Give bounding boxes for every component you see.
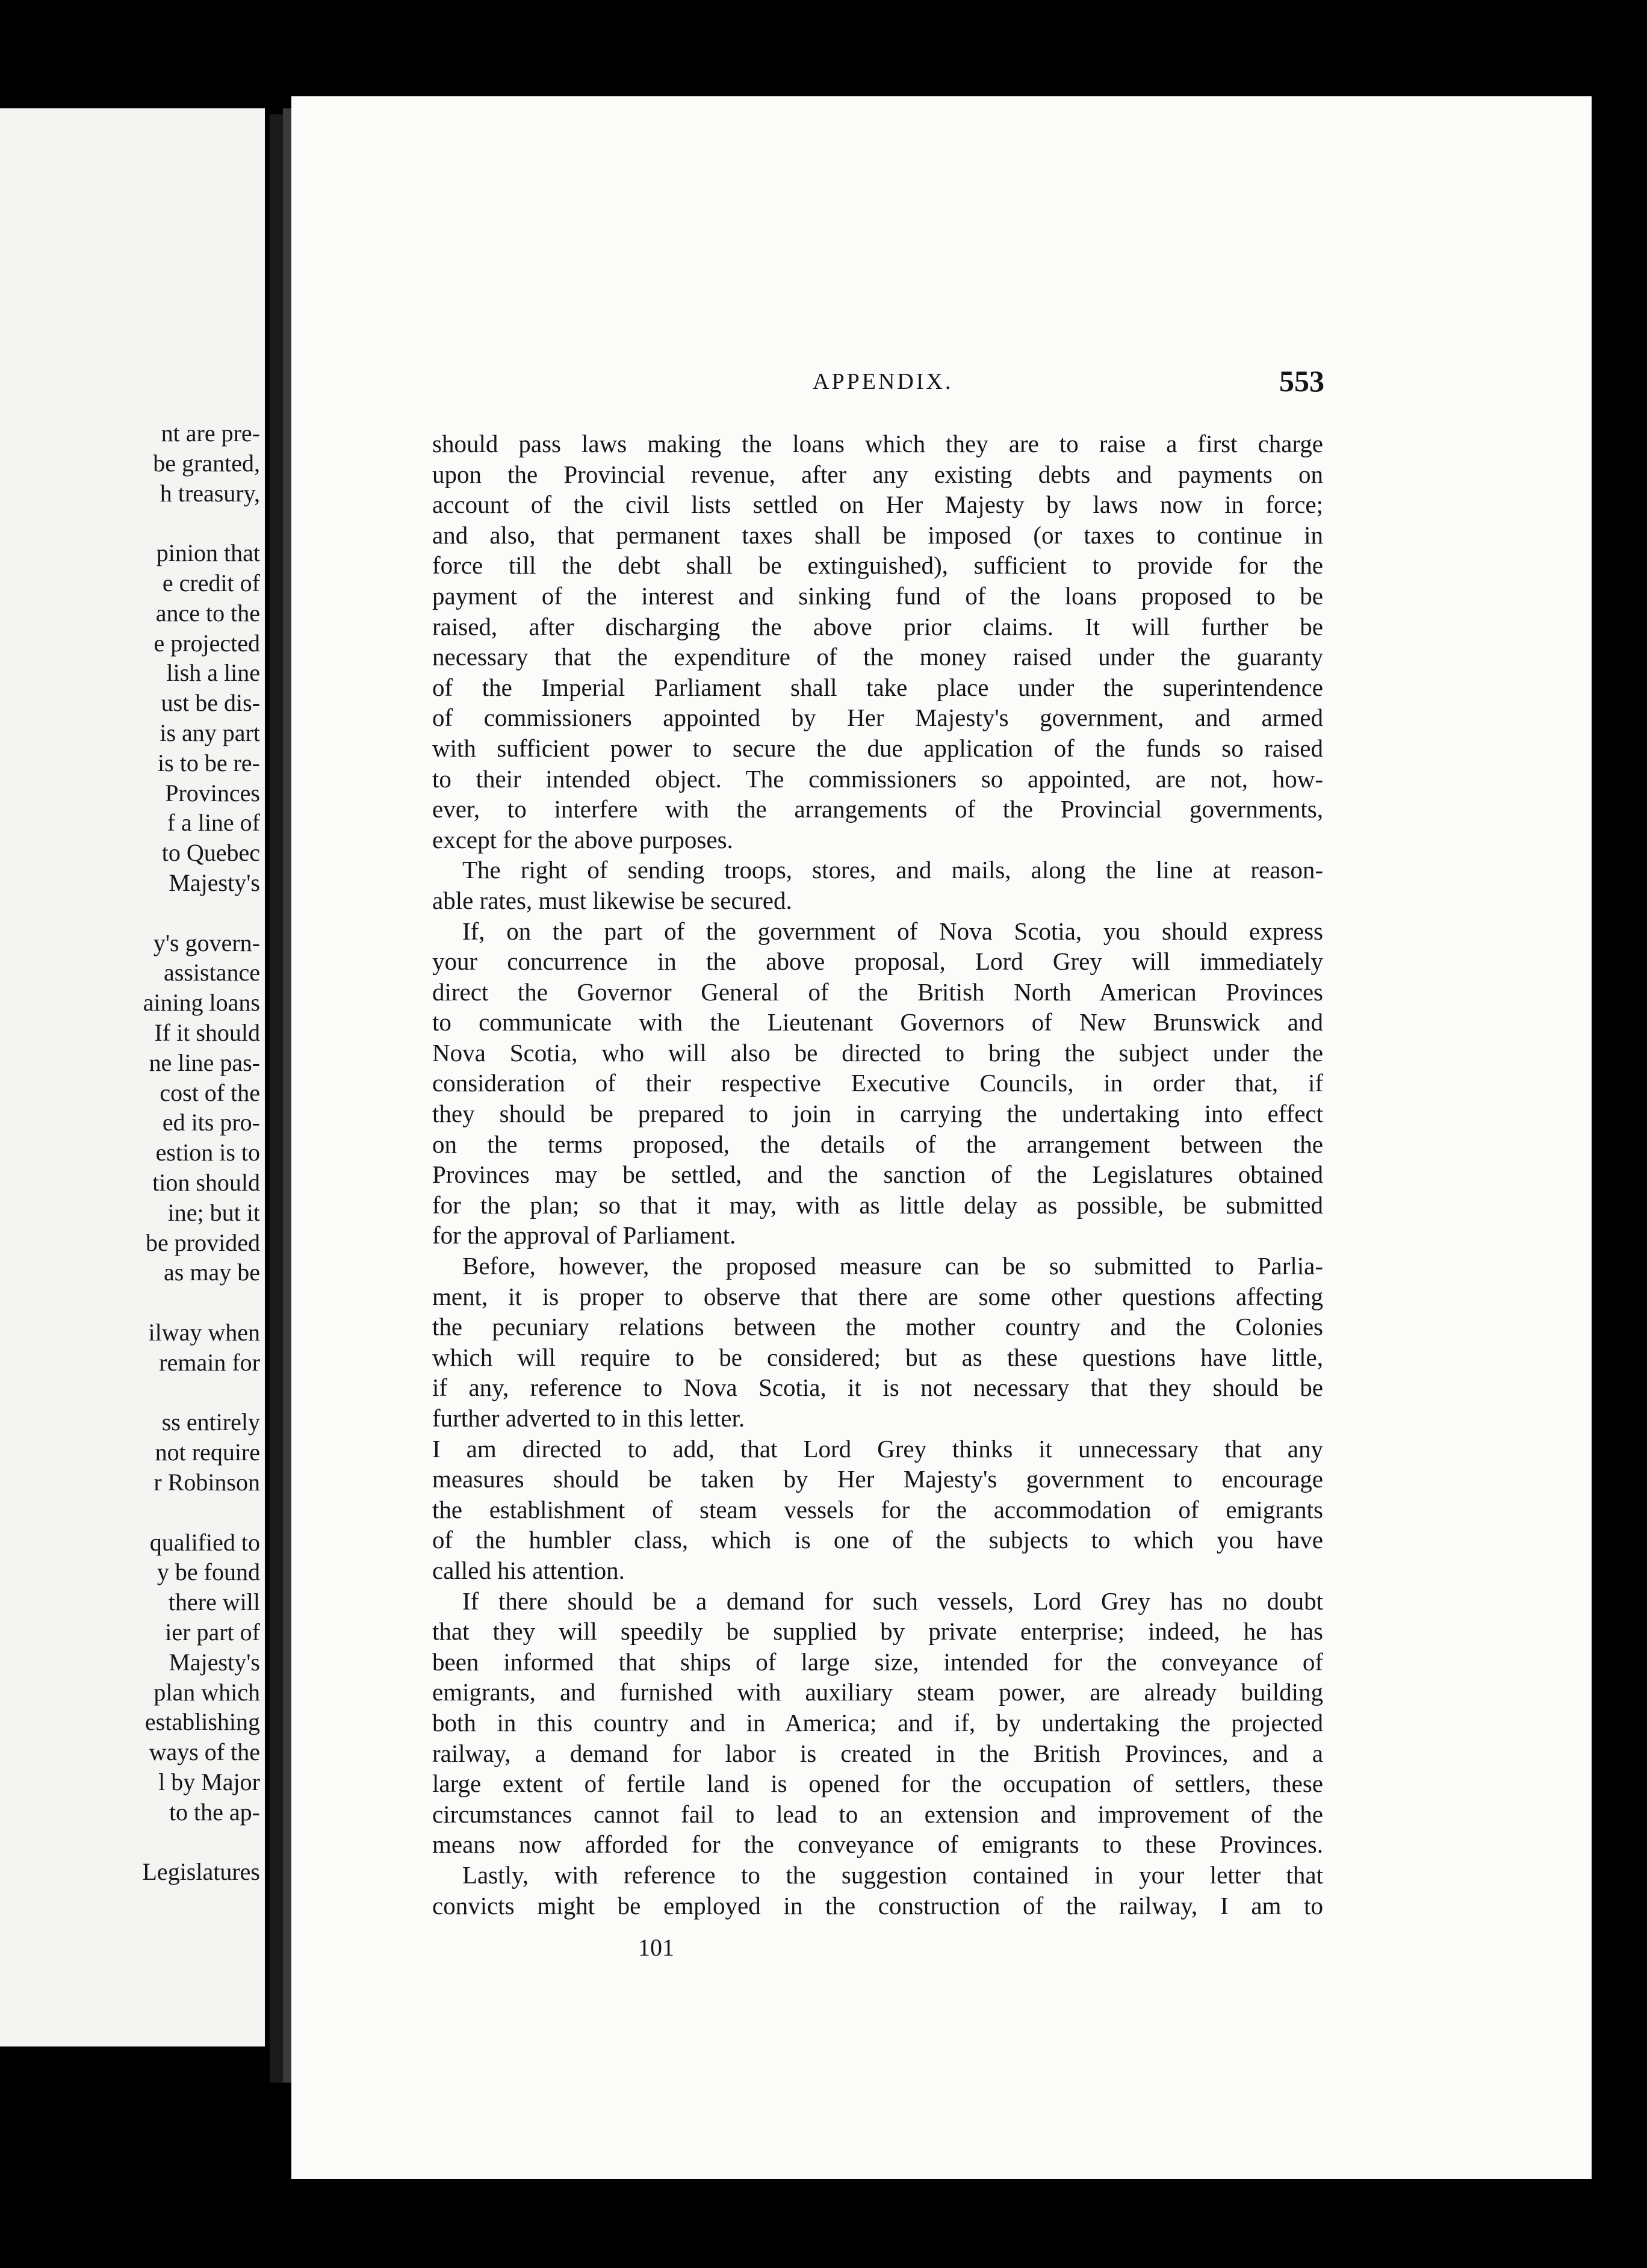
facing-page-line: If it should — [154, 1019, 260, 1046]
facing-page-line: ways of the — [149, 1738, 260, 1766]
facing-page-line: tion should — [152, 1169, 260, 1196]
text-line: ment, it is proper to observe that there are some other questions affecting — [432, 1282, 1323, 1310]
text-line: for the plan; so that it may, with as little delay as possible, be submitted — [432, 1191, 1323, 1219]
facing-page-line: y be found — [157, 1558, 260, 1586]
facing-page-line: there will — [168, 1588, 260, 1616]
gutter-edge — [283, 108, 291, 2083]
text-line: further adverted to in this letter. — [432, 1404, 745, 1432]
page-header — [813, 364, 1324, 404]
facing-page-line: ne line pas- — [149, 1049, 260, 1076]
text-line: if any, reference to Nova Scotia, it is not necessary that they should be — [432, 1374, 1323, 1402]
text-line: I am directed to add, that Lord Grey thinks it unnecessary that any — [432, 1434, 1323, 1463]
text-line: to communicate with the Lieutenant Governors of New Brunswick and — [432, 1008, 1323, 1036]
text-line: direct the Governor General of the British North American Provinces — [432, 978, 1323, 1006]
text-line: the pecuniary relations between the mother country and the Colonies — [432, 1313, 1323, 1341]
text-line: they should be prepared to join in carrying the undertaking into effect — [432, 1100, 1323, 1128]
text-line: both in this country and in America; and if, by undertaking the projected — [432, 1708, 1323, 1737]
facing-page-line: ilway when — [148, 1319, 260, 1346]
facing-page-line: y's govern- — [153, 929, 260, 956]
text-line: for the approval of Parliament. — [432, 1221, 736, 1250]
text-line: been informed that ships of large size, intended for the conveyance of — [432, 1647, 1323, 1676]
text-line: except for the above purposes. — [432, 825, 733, 854]
facing-page-line: to Quebec — [161, 839, 260, 867]
facing-page-line: Majesty's — [169, 869, 260, 896]
text-line: which will require to be considered; but as these questions have little, — [432, 1343, 1323, 1371]
facing-page-line: h treasury, — [160, 479, 260, 507]
text-line: raised, after discharging the above prior claims. It will further be — [432, 612, 1323, 640]
text-line: necessary that the expenditure of the money raised under the guaranty — [432, 643, 1323, 671]
facing-page-line: establishing — [144, 1708, 260, 1736]
text-line: that they will speedily be supplied by private enterprise; indeed, he has — [432, 1617, 1323, 1646]
facing-page-line: Legislatures — [142, 1858, 260, 1886]
facing-page-line: ss entirely — [161, 1408, 260, 1436]
text-line: convicts might be employed in the construction of the railway, I am to — [432, 1891, 1323, 1919]
facing-page-line: plan which — [154, 1678, 260, 1706]
text-line: emigrants, and furnished with auxiliary steam power, are already building — [432, 1678, 1323, 1706]
facing-page-line: is to be re- — [158, 749, 260, 776]
text-line: should pass laws making the loans which they are to raise a first charge — [432, 430, 1323, 457]
text-line: to their intended object. The commissioners so appointed, are not, how- — [432, 764, 1323, 793]
text-line: Nova Scotia, who will also be directed to bring the subject under the — [432, 1038, 1323, 1067]
text-line: If, on the part of the government of Nova Scotia, you should express — [462, 917, 1323, 945]
book-gutter — [270, 114, 283, 2083]
text-line: the establishment of steam vessels for the accommodation of emigrants — [432, 1495, 1323, 1523]
facing-page-line: lish a line — [166, 659, 260, 687]
text-line: called his attention. — [432, 1556, 625, 1584]
text-line: If there should be a demand for such vessels, Lord Grey has no doubt — [462, 1587, 1323, 1615]
text-line: circumstances cannot fail to lead to an extension and improvement of the — [432, 1800, 1323, 1828]
facing-page-line: to the ap- — [169, 1798, 260, 1826]
body-text — [432, 429, 1323, 1921]
text-line: Provinces may be settled, and the sanction of the Legislatures obtained — [432, 1160, 1323, 1189]
running-head: APPENDIX. — [813, 369, 954, 394]
facing-page-line: remain for — [159, 1348, 260, 1376]
facing-page-line: pinion that — [156, 539, 260, 567]
facing-page-line: e credit of — [162, 569, 260, 596]
facing-page-line: ust be dis- — [161, 689, 260, 717]
facing-page-line: aining loans — [143, 989, 260, 1017]
facing-page-line: ance to the — [155, 599, 260, 627]
text-line: and also, that permanent taxes shall be imposed (or taxes to continue in — [432, 521, 1323, 549]
facing-page-line: be granted, — [153, 449, 260, 477]
facing-page-line: be provided — [146, 1228, 260, 1256]
facing-page-line: r Robinson — [154, 1469, 260, 1496]
facing-page-line: assistance — [164, 959, 260, 987]
facing-page-line: estion is to — [155, 1139, 260, 1167]
facing-page-line: ine; but it — [167, 1198, 260, 1226]
facing-page-line: l by Major — [158, 1768, 260, 1796]
facing-page-line: qualified to — [149, 1528, 260, 1556]
signature-mark: 101 — [638, 1934, 674, 1961]
facing-page — [0, 108, 265, 2046]
text-line: force till the debt shall be extinguished), sufficient to provide for the — [432, 551, 1323, 580]
facing-page-line: cost of the — [160, 1079, 260, 1106]
text-line: measures should be taken by Her Majesty's government to encourage — [432, 1465, 1323, 1493]
text-line: The right of sending troops, stores, and mails, along the line at reason- — [462, 856, 1323, 884]
text-line: means now afforded for the conveyance of emigrants to these Provinces. — [432, 1830, 1323, 1859]
text-line: large extent of fertile land is opened for the occupation of settlers, these — [432, 1770, 1323, 1798]
facing-page-line: Provinces — [165, 779, 260, 807]
text-line: of the Imperial Parliament shall take place under the superintendence — [432, 673, 1323, 701]
text-line: on the terms proposed, the details of the arrangement between the — [432, 1130, 1323, 1158]
text-line: Lastly, with reference to the suggestion contained in your letter that — [462, 1861, 1323, 1889]
facing-page-line: not require — [155, 1439, 260, 1466]
facing-page-line: Majesty's — [169, 1648, 260, 1676]
text-line: consideration of their respective Executive Councils, in order that, if — [432, 1069, 1323, 1097]
facing-page-line: ier part of — [165, 1619, 260, 1646]
text-line: payment of the interest and sinking fund of the loans proposed to be — [432, 581, 1323, 610]
text-line: able rates, must likewise be secured. — [432, 886, 792, 914]
text-line: ever, to interfere with the arrangements of the Provincial governments, — [432, 795, 1323, 823]
facing-page-line: ed its pro- — [162, 1109, 260, 1136]
text-line: your concurrence in the above proposal, Lord Grey will immediately — [432, 947, 1323, 976]
text-line: account of the civil lists settled on Her Majesty by laws now in force; — [432, 491, 1323, 519]
text-line: Before, however, the proposed measure can be so submitted to Parlia- — [462, 1252, 1323, 1280]
facing-page-line: nt are pre- — [161, 420, 260, 447]
text-line: with sufficient power to secure the due application of the funds so raised — [432, 734, 1323, 762]
text-line: upon the Provincial revenue, after any existing debts and payments on — [432, 460, 1323, 488]
facing-page-line: is any part — [160, 719, 260, 746]
text-line: railway, a demand for labor is created in the British Provinces, and a — [432, 1739, 1323, 1767]
facing-page-line: f a line of — [167, 809, 260, 837]
text-line: of commissioners appointed by Her Majesty's government, and armed — [432, 704, 1323, 732]
page-number: 553 — [1279, 364, 1324, 398]
text-line: of the humbler class, which is one of the subjects to which you have — [432, 1526, 1323, 1554]
facing-page-line: as may be — [164, 1259, 260, 1286]
facing-page-line: e projected — [154, 629, 260, 657]
